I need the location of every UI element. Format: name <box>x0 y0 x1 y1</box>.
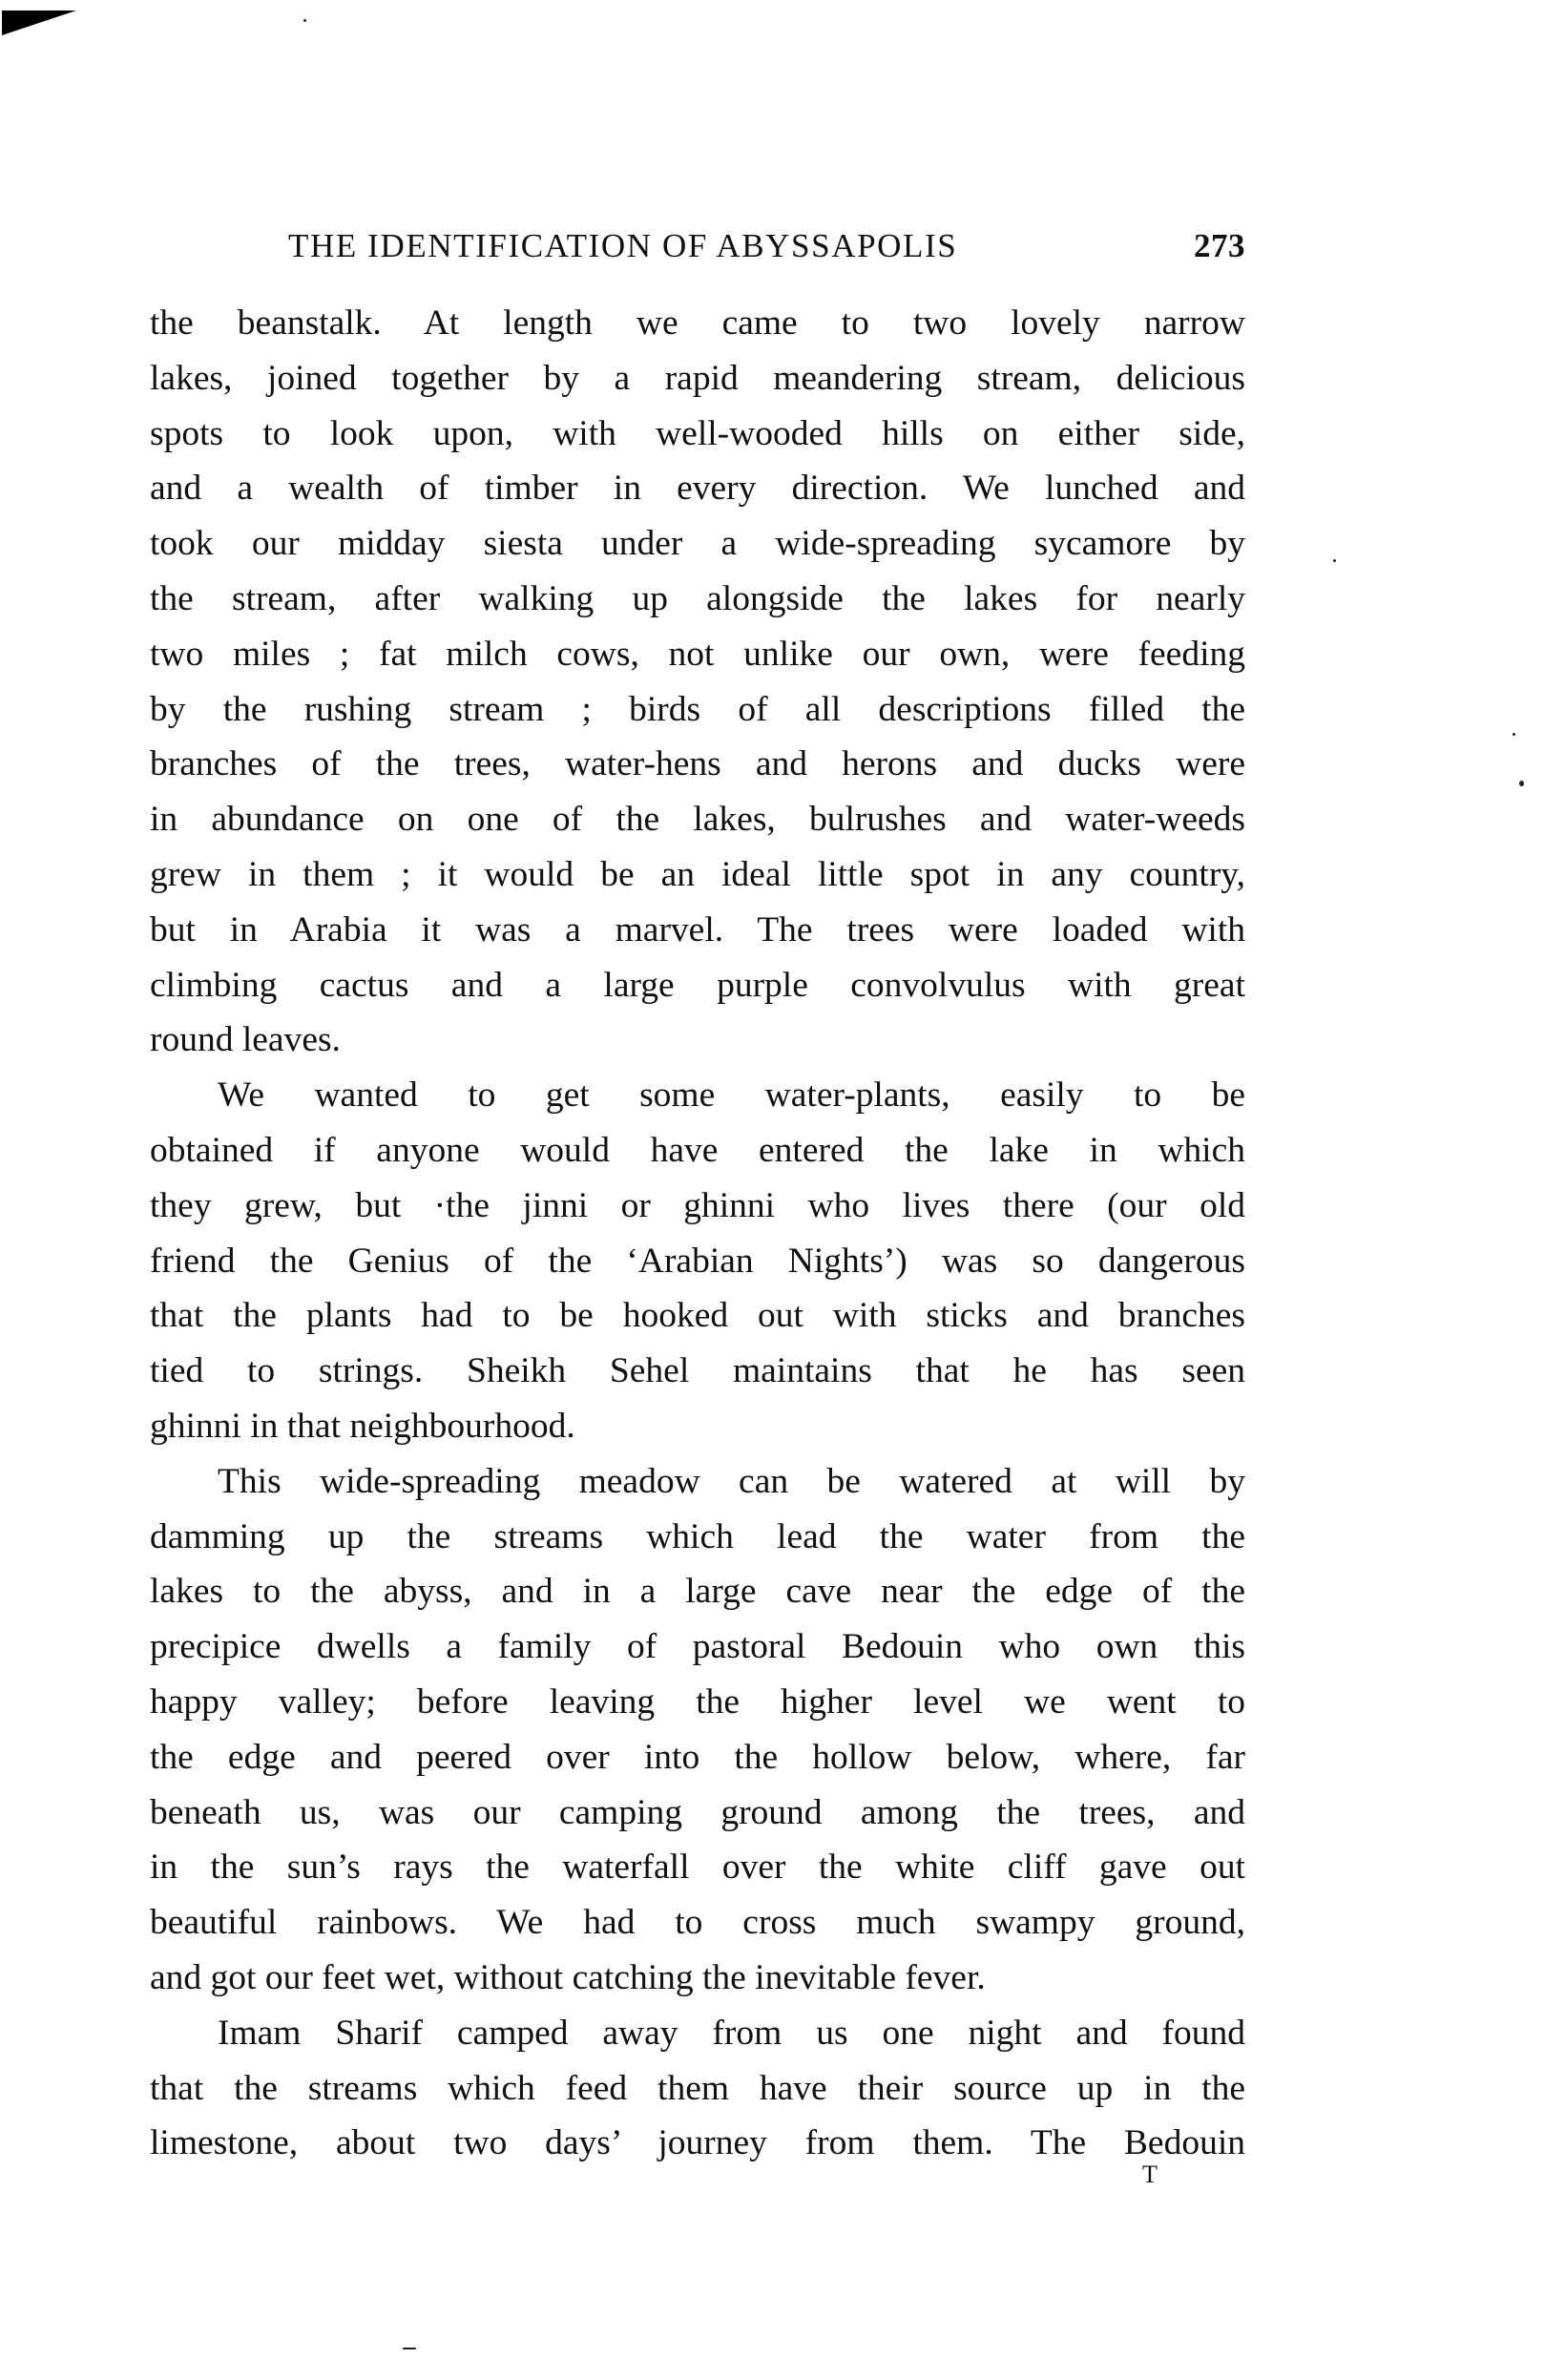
running-head-title: THE IDENTIFICATION OF ABYSSAPOLIS <box>288 227 958 264</box>
text-line: Imam Sharif camped away from us one night and found <box>218 2013 1245 2053</box>
text-line: two miles ; fat milch cows, not unlike our own, were feeding <box>150 634 1245 674</box>
text-line: in abundance on one of the lakes, bulrushes and water-weeds <box>150 800 1245 840</box>
text-line: the stream, after walking up alongside the lakes for nearly <box>150 578 1245 618</box>
text-line: grew in them ; it would be an ideal little spot in any country, <box>150 854 1245 894</box>
running-head <box>150 225 1245 267</box>
paragraph-3 <box>150 1454 1245 2006</box>
text-line: but in Arabia it was a marvel. The trees were loaded with <box>150 909 1245 950</box>
text-line: lakes, joined together by a rapid meandering stream, delicious <box>150 358 1245 398</box>
scan-speck <box>303 19 306 22</box>
text-line: that the plants had to be hooked out with sticks and branches <box>150 1296 1245 1336</box>
text-line: the beanstalk. At length we came to two lovely narrow <box>150 303 1245 343</box>
text-line: by the rushing stream ; birds of all descriptions filled the <box>150 689 1245 729</box>
text-line: friend the Genius of the ‘Arabian Nights’) was so dangerous <box>150 1241 1245 1281</box>
text-line: happy valley; before leaving the higher level we went to <box>150 1681 1245 1722</box>
text-line: the edge and peered over into the hollow below, where, far <box>150 1737 1245 1777</box>
page-number: 273 <box>1194 227 1245 264</box>
signature-mark: T <box>1142 2161 1158 2188</box>
text-line: in the sun’s rays the waterfall over the white cliff gave out <box>150 1848 1245 1888</box>
text-line: and a wealth of timber in every direction. We lunched and <box>150 469 1245 509</box>
scan-corner-artifact <box>2 10 76 35</box>
body-text <box>150 296 1245 2171</box>
text-line: beneath us, was our camping ground among the trees, and <box>150 1792 1245 1832</box>
paragraph-1 <box>150 296 1245 1068</box>
scan-speck <box>1513 733 1515 736</box>
scan-speck <box>403 2348 416 2349</box>
text-line: We wanted to get some water-plants, easily to be <box>218 1075 1245 1116</box>
text-line: beautiful rainbows. We had to cross much swampy ground, <box>150 1903 1245 1943</box>
text-line: they grew, but ·the jinni or ghinni who lives there (our old <box>150 1185 1245 1225</box>
paragraph-4 <box>150 2006 1245 2171</box>
text-line: spots to look upon, with well-wooded hills on either side, <box>150 413 1245 453</box>
scan-speck <box>1333 559 1336 562</box>
text-line: branches of the trees, water-hens and herons and ducks were <box>150 744 1245 784</box>
text-line: damming up the streams which lead the water from the <box>150 1516 1245 1556</box>
text-line: ghinni in that neighbourhood. <box>150 1406 575 1446</box>
text-line: climbing cactus and a large purple convolvulus with great <box>150 965 1245 1005</box>
text-line: precipice dwells a family of pastoral Bedouin who own this <box>150 1627 1245 1667</box>
text-line: that the streams which feed them have their source up in the <box>150 2068 1245 2108</box>
text-line: obtained if anyone would have entered the lake in which <box>150 1130 1245 1170</box>
text-line: This wide-spreading meadow can be watered at will by <box>218 1461 1245 1501</box>
text-line: limestone, about two days’ journey from them. The Bedouin <box>150 2123 1245 2163</box>
text-line: took our midday siesta under a wide-spreading sycamore by <box>150 524 1245 564</box>
text-line: tied to strings. Sheikh Sehel maintains that he has seen <box>150 1351 1245 1391</box>
text-line: lakes to the abyss, and in a large cave near the edge of the <box>150 1572 1245 1612</box>
text-line: and got our feet wet, without catching the inevitable fever. <box>150 1957 986 1997</box>
scan-speck <box>1519 781 1524 786</box>
text-line: round leaves. <box>150 1020 341 1060</box>
paragraph-2 <box>150 1068 1245 1454</box>
